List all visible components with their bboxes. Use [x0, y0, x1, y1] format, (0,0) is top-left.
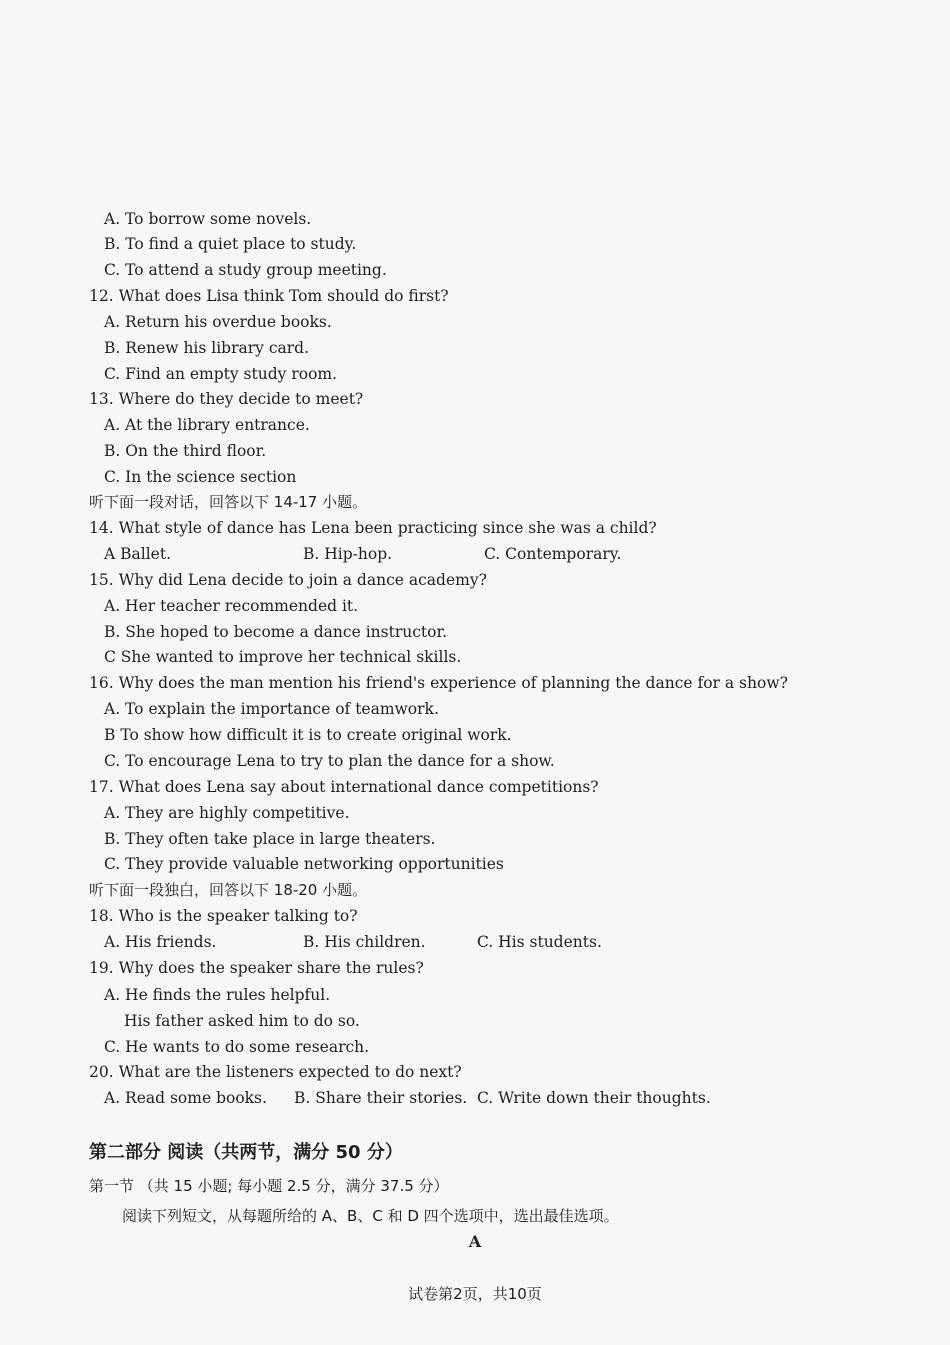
q13-option-a: A. At the library entrance.	[104, 416, 310, 434]
q17-question: 17. What does Lena say about international dance competitions?	[89, 778, 599, 796]
q18-option-b: B. His children.	[303, 933, 426, 951]
q15-question: 15. Why did Lena decide to join a dance academy?	[89, 571, 487, 589]
q14-option-a: A Ballet.	[104, 545, 171, 563]
section1-heading: 第一节 （共 15 小题; 每小题 2.5 分，满分 37.5 分）	[89, 1177, 449, 1195]
q16-option-c: C. To encourage Lena to try to plan the dance for a show.	[104, 752, 555, 770]
q11-option-b: B. To find a quiet place to study.	[104, 235, 357, 253]
q12-option-b: B. Renew his library card.	[104, 339, 310, 357]
q14-option-c: C. Contemporary.	[484, 545, 622, 563]
q13-question: 13. Where do they decide to meet?	[89, 390, 364, 408]
instruction-18-20: 听下面一段独白，回答以下 18-20 小题。	[89, 881, 368, 899]
q14-question: 14. What style of dance has Lena been practicing since she was a child?	[89, 519, 657, 537]
q20-question: 20. What are the listeners expected to do next?	[89, 1063, 462, 1081]
q13-option-c: C. In the science section	[104, 468, 297, 486]
passage-label: A	[468, 1232, 482, 1251]
q19-option-c: C. He wants to do some research.	[104, 1038, 370, 1056]
q11-option-c: C. To attend a study group meeting.	[104, 261, 387, 279]
q17-option-c: C. They provide valuable networking opportunities	[104, 855, 504, 873]
q16-question: 16. Why does the man mention his friend's experience of planning the dance for a show?	[89, 674, 788, 692]
q20-option-b: B. Share their stories.	[294, 1089, 468, 1107]
part2-title: 第二部分 阅读（共两节，满分 50 分）	[89, 1142, 403, 1163]
q17-option-a: A. They are highly competitive.	[104, 804, 350, 822]
q19-option-a: A. He finds the rules helpful.	[104, 986, 331, 1004]
q13-option-b: B. On the third floor.	[104, 442, 267, 460]
q14-options-row	[0, 544, 950, 564]
page-footer: 试卷第2页，共10页	[408, 1285, 542, 1303]
q19-question: 19. Why does the speaker share the rules?	[89, 959, 424, 977]
q18-question: 18. Who is the speaker talking to?	[89, 907, 358, 925]
q20-option-a: A. Read some books.	[104, 1089, 267, 1107]
q12-option-a: A. Return his overdue books.	[104, 313, 332, 331]
q12-question: 12. What does Lisa think Tom should do first?	[89, 287, 449, 305]
q20-options-row	[0, 1088, 950, 1108]
q15-option-c: C She wanted to improve her technical skills.	[104, 648, 462, 666]
q15-option-a: A. Her teacher recommended it.	[104, 597, 359, 615]
q16-option-b: B To show how difficult it is to create original work.	[104, 726, 512, 744]
q18-options-row	[0, 932, 950, 952]
q14-option-b: B. Hip-hop.	[303, 545, 393, 563]
q11-option-a: A. To borrow some novels.	[104, 210, 312, 228]
q20-option-c: C. Write down their thoughts.	[477, 1089, 711, 1107]
q18-option-a: A. His friends.	[104, 933, 217, 951]
q17-option-b: B. They often take place in large theaters.	[104, 830, 436, 848]
q12-option-c: C. Find an empty study room.	[104, 365, 338, 383]
reading-directions: 阅读下列短文，从每题所给的 A、B、C 和 D 四个选项中，选出最佳选项。	[122, 1207, 619, 1225]
q16-option-a: A. To explain the importance of teamwork.	[104, 700, 439, 718]
q15-option-b: B. She hoped to become a dance instructor.	[104, 623, 448, 641]
q18-option-c: C. His students.	[477, 933, 602, 951]
q19-option-b: His father asked him to do so.	[124, 1012, 360, 1030]
instruction-14-17: 听下面一段对话，回答以下 14-17 小题。	[89, 493, 368, 511]
